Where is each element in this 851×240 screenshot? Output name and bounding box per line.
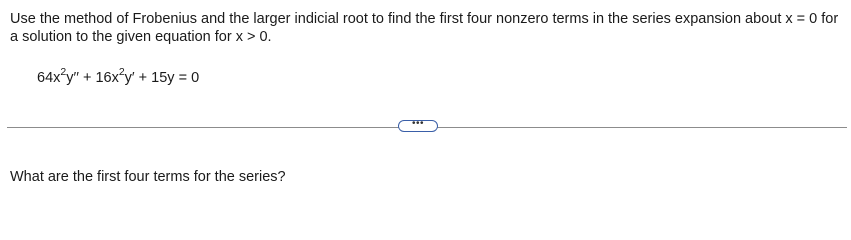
problem-instructions: Use the method of Frobenius and the larger indicial root to find the first four nonzero terms in the series expansion about x = 0 for a solution to the given equation for x > 0. [10, 11, 839, 45]
equation-part-2: y′′ + 16x [66, 70, 119, 86]
ellipsis-icon: ••• [411, 118, 424, 129]
equation-exponent-1: 2 [60, 66, 67, 79]
equation-part-1: 64x [37, 70, 61, 86]
equation-part-3: y′ + 15y = 0 [124, 70, 200, 86]
differential-equation [37, 68, 199, 88]
question-prompt: What are the first four terms for the series? [10, 169, 286, 185]
expand-more-button[interactable] [398, 120, 438, 132]
equation-exponent-2: 2 [118, 66, 125, 79]
